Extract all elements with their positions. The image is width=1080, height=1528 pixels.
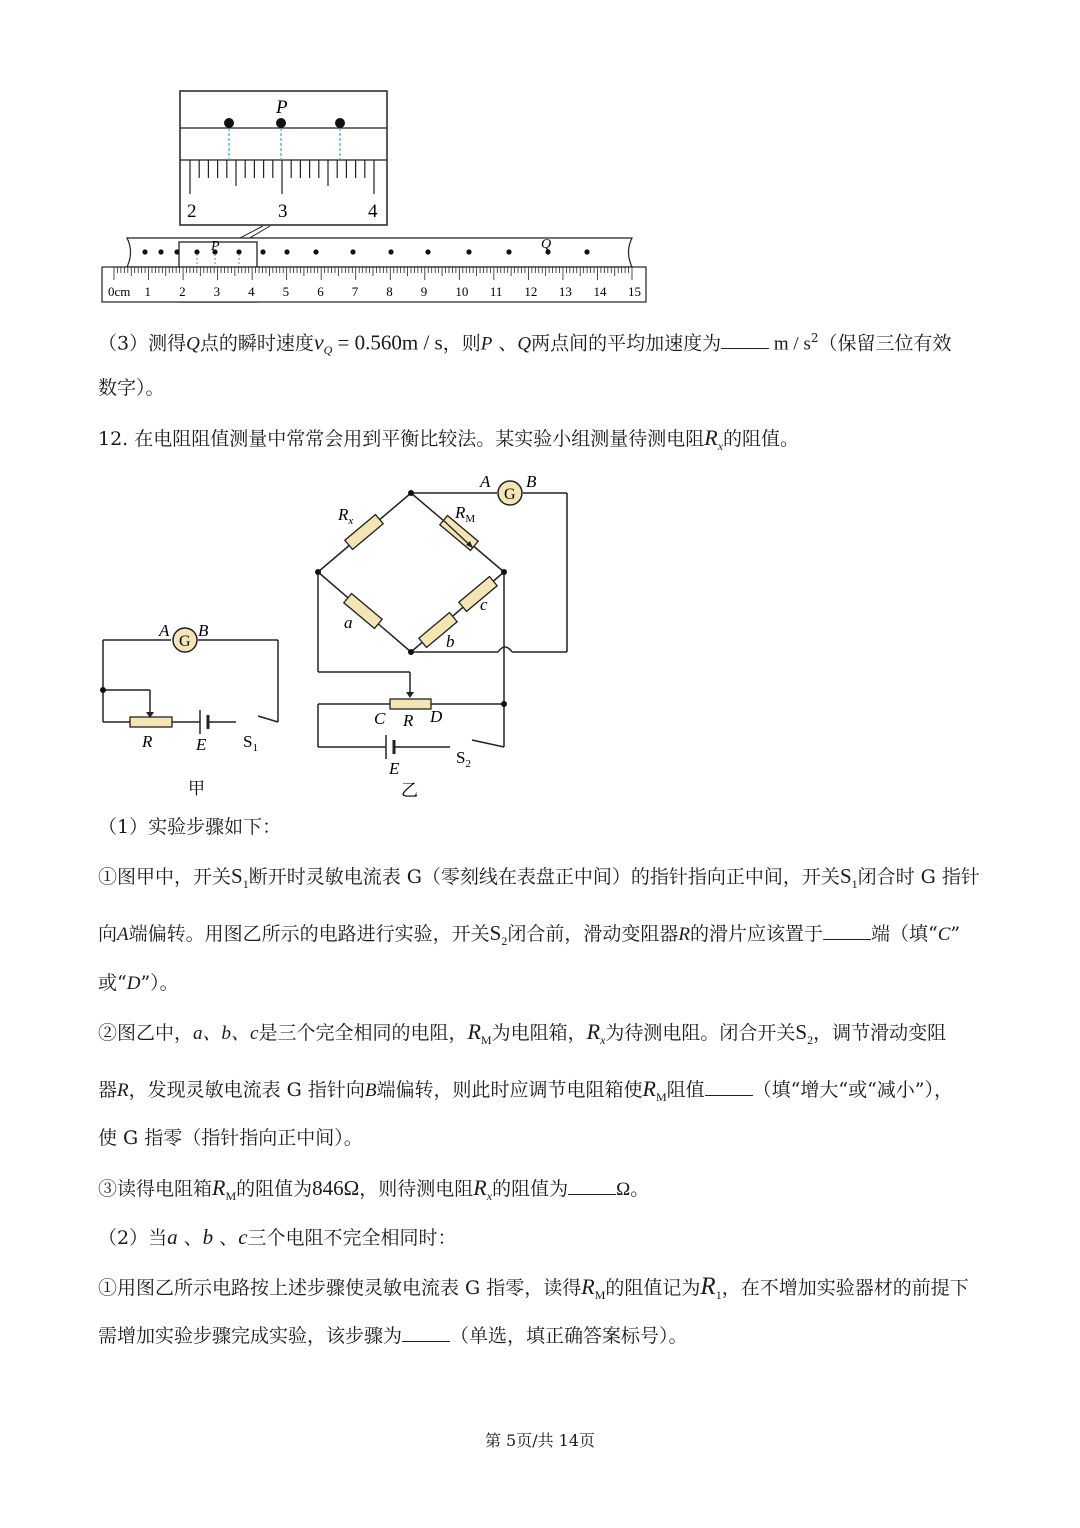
rheostat-jia xyxy=(130,717,172,727)
zoom-dot-1 xyxy=(224,118,234,128)
caption-yi: 乙 xyxy=(401,781,418,800)
q3-answer-blank[interactable] xyxy=(721,330,769,349)
zoom-tick-label-3: 3 xyxy=(278,201,288,222)
tape-label-q: Q xyxy=(541,237,552,252)
step3-line: ③读得电阻箱$R_M$的阻值为846Ω，则待测电阻$R_x$的阻值为 Ω。 xyxy=(98,1175,650,1203)
ruler-label: 9 xyxy=(420,284,428,299)
q3-line-2: 数字）。 xyxy=(98,377,165,399)
zoom-dot-3 xyxy=(335,118,345,128)
svg-text:E: E xyxy=(389,759,400,778)
ruler-label: 14 xyxy=(593,284,607,299)
rheostat-yi xyxy=(390,699,431,709)
svg-text:RM: $R_M$ xyxy=(455,503,476,525)
tape-dot xyxy=(466,249,471,254)
circuit-figures xyxy=(0,460,620,805)
tape-dot xyxy=(142,249,147,254)
resistor-c xyxy=(459,577,497,612)
ruler-label: 4 xyxy=(248,284,255,299)
ruler-label: 7 xyxy=(351,284,359,299)
ruler-label: 6 xyxy=(317,284,324,299)
galv-yi-label: G xyxy=(504,486,516,503)
step1-line-1: ①图甲中，开关$S_1$断开时灵敏电流表 G（零刻线在表盘正中间）的指针指向正中间，开关$S_1$闭合时 G 指针 xyxy=(98,864,980,891)
steps-title: （1）实验步骤如下： xyxy=(98,816,282,838)
svg-text:R: R xyxy=(403,711,414,730)
part2-title: （2）当a 、b 、c三个电阻不完全相同时： xyxy=(98,1225,457,1249)
svg-text:c: c xyxy=(480,595,488,614)
step2-line-1: ②图乙中，a、b、c是三个完全相同的电阻，$R_M$为电阻箱，$R_x$为待测电阻。闭合开关$S_2$，调节滑动变阻 xyxy=(98,1019,947,1047)
tape-dot xyxy=(388,249,393,254)
ruler-label: 1 xyxy=(144,284,152,299)
svg-text:a: a xyxy=(344,613,353,632)
tape-dot xyxy=(158,249,163,254)
zoom-tick-label-4: 4 xyxy=(368,201,378,222)
tape-dot xyxy=(425,249,430,254)
ruler-label: 3 xyxy=(213,284,221,299)
ruler-label: 12 xyxy=(524,284,538,299)
svg-text:B: B xyxy=(198,621,209,640)
q12-stem: 12. 在电阻阻值测量中常常会用到平衡比较法。某实验小组测量待测电阻$R_x$的阻值。 xyxy=(98,425,800,453)
tape-dot xyxy=(350,249,355,254)
zoom-tick-label-2: 2 xyxy=(187,201,197,222)
step3-answer-blank[interactable] xyxy=(568,1176,616,1195)
ruler-label: 10 xyxy=(455,284,469,299)
page-footer: 第 5页/共 14页 xyxy=(484,1431,596,1450)
svg-text:b: b xyxy=(446,632,455,651)
tape-label-p: P xyxy=(211,239,220,254)
step1-line-2: 向A端偏转。用图乙所示的电路进行实验，开关$S_2$闭合前，滑动变阻器R的滑片应该置于 端（填“C” xyxy=(98,921,961,948)
ruler-label: 11 xyxy=(489,284,503,299)
step2-line-3: 使 G 指零（指针指向正中间）。 xyxy=(98,1127,363,1149)
svg-text:B: B xyxy=(526,472,537,491)
ruler-figure xyxy=(0,80,700,310)
tape-dot xyxy=(506,249,511,254)
ruler-label: 2 xyxy=(179,284,186,299)
ruler-label: 13 xyxy=(558,284,572,299)
part2-line-2: 需增加实验步骤完成实验，该步骤为 （单选，填正确答案标号）。 xyxy=(98,1325,688,1347)
step2-line-2: 器R，发现灵敏电流表 G 指针向B端偏转，则此时应调节电阻箱使$R_M$阻值 （填“增大“或“减小”）， xyxy=(98,1076,954,1104)
svg-text:C: C xyxy=(374,709,386,728)
svg-text:S1: $S_1$ xyxy=(243,732,258,754)
svg-text:S2: $S_2$ xyxy=(456,748,471,770)
svg-text:A: A xyxy=(480,472,491,491)
svg-text:R: R xyxy=(142,732,153,751)
ruler-label: 8 xyxy=(386,284,393,299)
svg-text:E: E xyxy=(196,735,207,754)
tape-dot xyxy=(236,249,241,254)
tape-dot xyxy=(284,249,289,254)
part2-answer-blank[interactable] xyxy=(402,1323,450,1342)
svg-text:D: D xyxy=(430,707,443,726)
galv-jia-label: G xyxy=(179,633,191,650)
ruler-label: 15 xyxy=(628,284,641,299)
step1-line-3: 或“D”）。 xyxy=(98,972,179,994)
ruler-label: 0cm xyxy=(108,284,131,299)
tape-dot xyxy=(174,249,179,254)
tape-dot xyxy=(260,249,265,254)
svg-text:A: A xyxy=(159,621,170,640)
step1-answer-blank[interactable] xyxy=(823,921,871,940)
part2-line-1: ①用图乙所示电路按上述步骤使灵敏电流表 G 指零，读得$R_M$的阻值记为$R_1$，在不增加实验器材的前提下 xyxy=(98,1273,969,1302)
caption-jia: 甲 xyxy=(188,779,205,798)
svg-text:Rx: $R_x$ xyxy=(338,505,354,527)
q3-line-1: （3）测得Q点的瞬时速度$v_Q = 0.560m / s$，则P 、Q两点间的平均加速度为 m / $s^2$（保留三位有效 xyxy=(98,329,952,358)
circuit-jia xyxy=(103,640,278,722)
tape-dot xyxy=(313,249,318,254)
zoom-dot-p xyxy=(276,118,286,128)
zoom-label-p: P xyxy=(276,97,288,118)
step2-answer-blank[interactable] xyxy=(705,1077,753,1096)
tape-dot xyxy=(584,249,589,254)
tape-dot xyxy=(194,249,199,254)
ruler-label: 5 xyxy=(282,284,290,299)
